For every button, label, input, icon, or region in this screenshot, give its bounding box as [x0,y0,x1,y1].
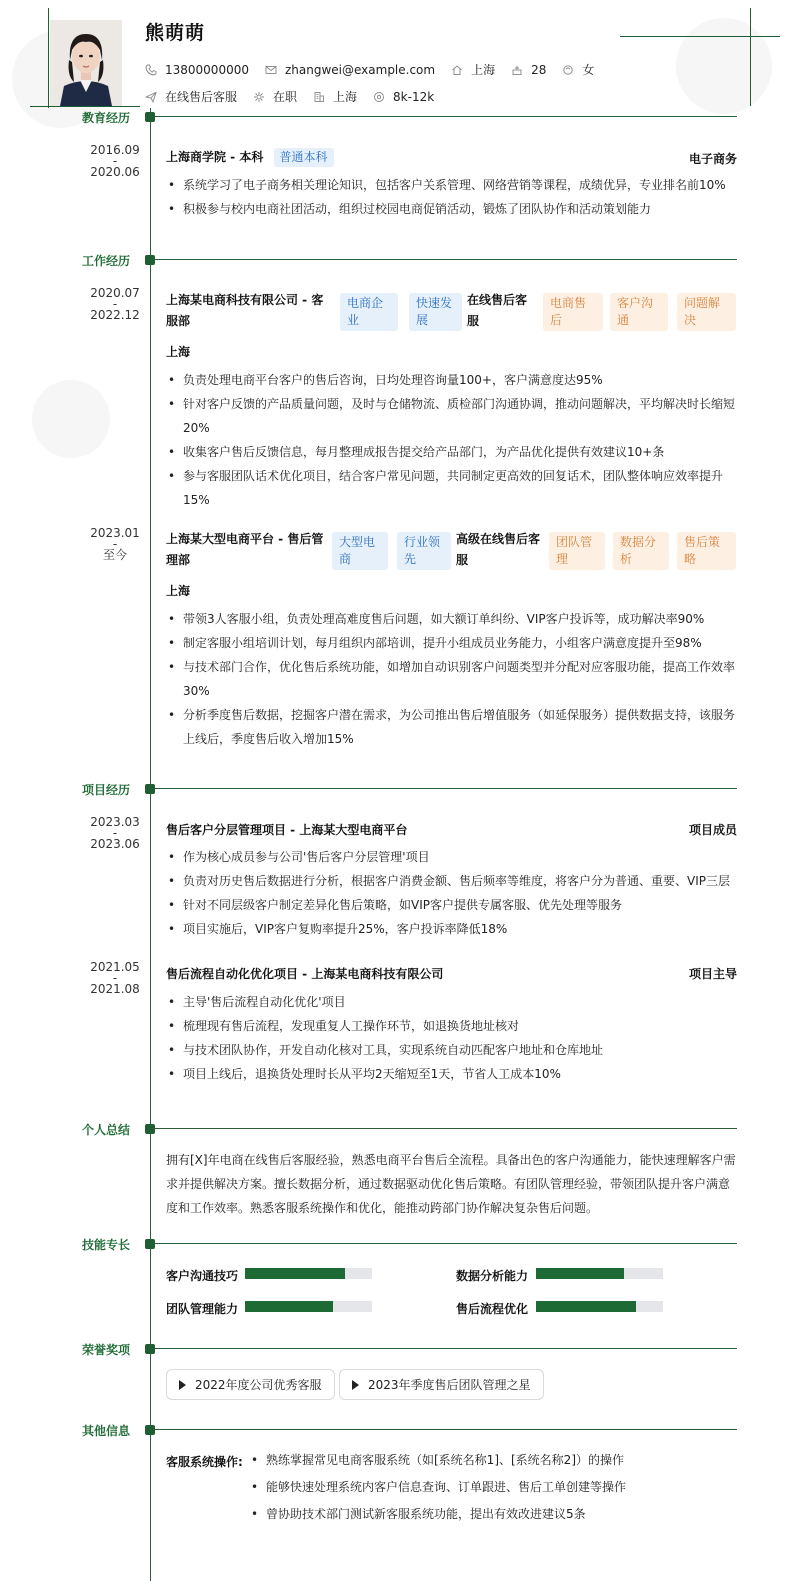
date-separator: - [112,826,118,840]
proj1-date-end: 2023.06 [90,837,140,851]
skill-fill-3 [245,1301,333,1312]
gender-text: 女 [582,63,595,77]
target-city-text: 上海 [333,90,358,104]
section-marker-work [145,255,155,265]
target-job-text: 在线售后客服 [165,90,238,104]
section-marker-projects [145,784,155,794]
gear-icon [253,91,265,103]
other-label: 客服系统操作: [166,1455,243,1469]
target-job-item [145,88,237,105]
email-item [265,63,435,77]
list-item: • 制定客服小组培训计划，每月组织内部培训，提升小组成员业务能力，小组客户满意度提升至98% [166,631,738,655]
list-item: • 积极参与校内电商社团活动，组织过校园电商促销活动，锻炼了团队协作和活动策划能力 [166,197,738,221]
list-item: • 负责处理电商平台客户的售后咨询，日均处理咨询量100+，客户满意度达95% [166,368,738,392]
send-icon [145,91,157,103]
section-divider-other [150,1429,737,1430]
list-item: • 系统学习了电子商务相关理论知识，包括客户关系管理、网络营销等课程，成绩优异，专业排名前10% [166,173,738,197]
section-marker-skills [145,1239,155,1249]
list-item: • 参与客服团队话术优化项目，结合客户常见问题，共同制定更高效的回复话术，团队整体响应效率提升15% [166,464,738,512]
section-title-awards: 荣誉奖项 [82,1343,131,1357]
proj1-date [74,817,156,850]
edu-school [166,148,737,167]
section-marker-summary [145,1124,155,1134]
date-separator: - [112,537,118,551]
location-text: 上海 [471,63,496,77]
building-icon [313,91,325,103]
location-item [451,61,495,78]
list-item: • 项目上线后，退换货处理时长从平均2天缩短至1天，节省人工成本10% [166,1062,738,1086]
candidate-name: 熊萌萌 [145,22,206,44]
work1-bullets [166,368,738,512]
work2-tag-blue-2: 行业领 先 [397,532,451,570]
work2-date-end: 至今 [102,548,127,562]
work2-tag-orange-2: 数据分 析 [613,532,669,570]
skill-bar-2 [536,1268,663,1279]
section-divider-summary [150,1128,737,1129]
section-divider-skills [150,1243,737,1244]
section-title-other: 其他信息 [82,1424,131,1438]
list-item: • 分析季度售后数据，挖掘客户潜在需求，为公司推出售后增值服务（如延保服务）提供数据支持，该服务上线后，季度售后收入增加15% [166,703,738,751]
list-item: • 与技术团队协作，开发自动化核对工具，实现系统自动匹配客户地址和仓库地址 [166,1038,738,1062]
deco-circle-top-right [676,18,772,114]
deco-line-photo-vertical [48,8,49,108]
work1-company [166,290,336,332]
section-title-skills: 技能专长 [82,1238,131,1252]
award-badge-2 [339,1369,544,1400]
section-marker-other [145,1425,155,1435]
work2-company [166,529,331,571]
proj1-role: 项目成员 [688,823,737,837]
play-icon [179,1380,186,1390]
section-marker-education [145,112,155,122]
section-title-work: 工作经历 [82,254,131,268]
work2-city: 上海 [166,584,191,598]
work2-date-start: 2023.01 [90,526,140,540]
section-divider-awards [150,1348,737,1349]
skill-fill-1 [245,1268,345,1279]
play-icon [352,1380,359,1390]
award-badge-1 [166,1369,335,1400]
edu-school-name: 上海商学院 - 本科 [166,150,264,164]
skill-label-4: 售后流程优化 [456,1302,529,1316]
section-title-summary: 个人总结 [82,1123,131,1137]
proj1-date-start: 2023.03 [90,815,140,829]
work1-date-start: 2020.07 [90,286,140,300]
proj1-bullets [166,845,738,941]
work1-date-end: 2022.12 [90,308,140,322]
job-intent-row [145,88,450,105]
edu-major: 电子商务 [688,152,737,166]
list-item: • 曾协助技术部门测试新客服系统功能，提出有效改进建议5条 [249,1501,729,1528]
skill-label-2: 数据分析能力 [456,1269,529,1283]
proj2-date-start: 2021.05 [90,960,140,974]
avatar [50,20,122,106]
edu-bullets [166,173,738,221]
other-list [249,1447,729,1528]
award-text-1: 2022年度公司优秀客服 [195,1378,322,1392]
list-item: • 与技术部门合作，优化售后系统功能，如增加自动识别客户问题类型并分配对应客服功能，提高工作效率30% [166,655,738,703]
status-item [253,88,297,105]
date-separator: - [112,971,118,985]
work2-tag-orange-1: 团队管 理 [549,532,605,570]
list-item: • 负责对历史售后数据进行分析，根据客户消费金额、售后频率等维度，将客户分为普通、重要、VIP三层 [166,869,738,893]
list-item: • 针对客户反馈的产品质量问题，及时与仓储物流、质检部门沟通协调，推动问题解决，平均解决时长缩短20% [166,392,738,440]
date-separator: - [112,154,118,168]
work2-company-line2: 理部 [166,553,191,567]
list-item: • 能够快速处理系统内客户信息查询、订单跟进、售后工单创建等操作 [249,1474,729,1501]
deco-line-right-vertical [750,8,751,106]
phone-item [145,63,249,77]
work1-tag-orange-3: 问题解 决 [677,293,736,331]
list-item: • 梳理现有售后流程，发现重复人工操作环节，如退换货地址核对 [166,1014,738,1038]
skill-label-3: 团队管理能力 [166,1302,239,1316]
email-text: zhangwei@example.com [284,62,436,77]
proj2-bullets [166,990,738,1086]
list-item: • 收集客户售后反馈信息，每月整理成报告提交给产品部门，为产品优化提供有效建议10+条 [166,440,738,464]
skill-bar-3 [245,1301,372,1312]
award-text-2: 2023年季度售后团队管理之星 [368,1378,531,1392]
section-title-education: 教育经历 [82,111,131,125]
email-icon [265,64,277,76]
phone-text: 13800000000 [165,62,249,77]
home-icon [451,64,463,76]
section-divider-work [150,259,737,260]
work1-company-line1: 上海某电商科技有限公司 - 客 [166,293,324,307]
section-marker-awards [145,1344,155,1354]
work2-bullets [166,607,738,751]
skill-bar-1 [245,1268,372,1279]
date-separator: - [112,297,118,311]
list-item: • 作为核心成员参与公司'售后客户分层管理'项目 [166,845,738,869]
work1-tag-blue-2: 快速发 展 [409,293,462,331]
coin-icon [373,91,385,103]
age-text: 28 [531,62,547,77]
work2-tag-orange-3: 售后策 略 [677,532,736,570]
salary-text: 8k-12k [393,89,435,104]
gender-icon [562,64,574,76]
proj1-name: 售后客户分层管理项目 - 上海某大型电商平台 [166,823,408,837]
list-item: • 主导'售后流程自动化优化'项目 [166,990,738,1014]
skill-fill-2 [536,1268,624,1279]
work2-date [74,528,156,561]
work2-company-line1: 上海某大型电商平台 - 售后管 [166,532,324,546]
deco-circle-mid-left [32,380,110,458]
skill-label-1: 客户沟通技巧 [166,1269,239,1283]
age-item [511,63,546,77]
work1-city: 上海 [166,345,191,359]
deco-line-right-horizontal [620,36,780,37]
salary-item [373,90,434,104]
skill-bar-4 [536,1301,663,1312]
list-item: • 项目实施后，VIP客户复购率提升25%，客户投诉率降低18% [166,917,738,941]
proj2-date [74,962,156,995]
list-item: • 熟练掌握常见电商客服系统（如[系统名称1]、[系统名称2]）的操作 [249,1447,729,1474]
edu-degree-tag: 普通本科 [274,148,334,167]
work2-tag-blue-1: 大型电 商 [332,532,388,570]
contact-row [145,61,610,78]
work1-company-line2: 服部 [166,314,191,328]
proj2-name: 售后流程自动化优化项目 - 上海某电商科技有限公司 [166,967,444,981]
work1-tag-orange-2: 客户沟 通 [610,293,668,331]
deco-line-photo-horizontal [30,106,140,107]
work2-role: 高级在线售后客 服 [456,532,541,567]
section-divider-education [150,116,737,117]
proj2-date-end: 2021.08 [90,982,140,996]
phone-icon [145,64,157,76]
list-item: • 针对不同层级客户制定差异化售后策略，如VIP客户提供专属客服、优先处理等服务 [166,893,738,917]
list-item: • 带领3人客服小组，负责处理高难度售后问题，如大额订单纠纷、VIP客户投诉等，成功解决率90% [166,607,738,631]
edu-date-end: 2020.06 [90,165,140,179]
work1-role: 在线售后客 服 [467,293,528,328]
edu-date [74,145,156,178]
skill-fill-4 [536,1301,636,1312]
target-city-item [313,88,357,105]
edu-date-start: 2016.09 [90,143,140,157]
section-divider-projects [150,788,737,789]
cake-icon [511,64,523,76]
section-title-projects: 项目经历 [82,783,131,797]
proj2-role: 项目主导 [688,967,737,981]
summary-text: 拥有[X]年电商在线售后客服经验，熟悉电商平台售后全流程。具备出色的客户沟通能力，能快速理解客户需求并提供解决方案。擅长数据分析，通过数据驱动优化售后策略。有团队管理经验，带领团队提升客户满意度和工作效率。熟悉客服系统操作和优化，能推动跨部门协作解决复杂售后问题。 [166,1153,736,1215]
gender-item [562,61,594,78]
work1-tag-blue-1: 电商企 业 [340,293,398,331]
work1-tag-orange-1: 电商售 后 [543,293,603,331]
work1-date [74,288,156,321]
status-text: 在职 [273,90,298,104]
